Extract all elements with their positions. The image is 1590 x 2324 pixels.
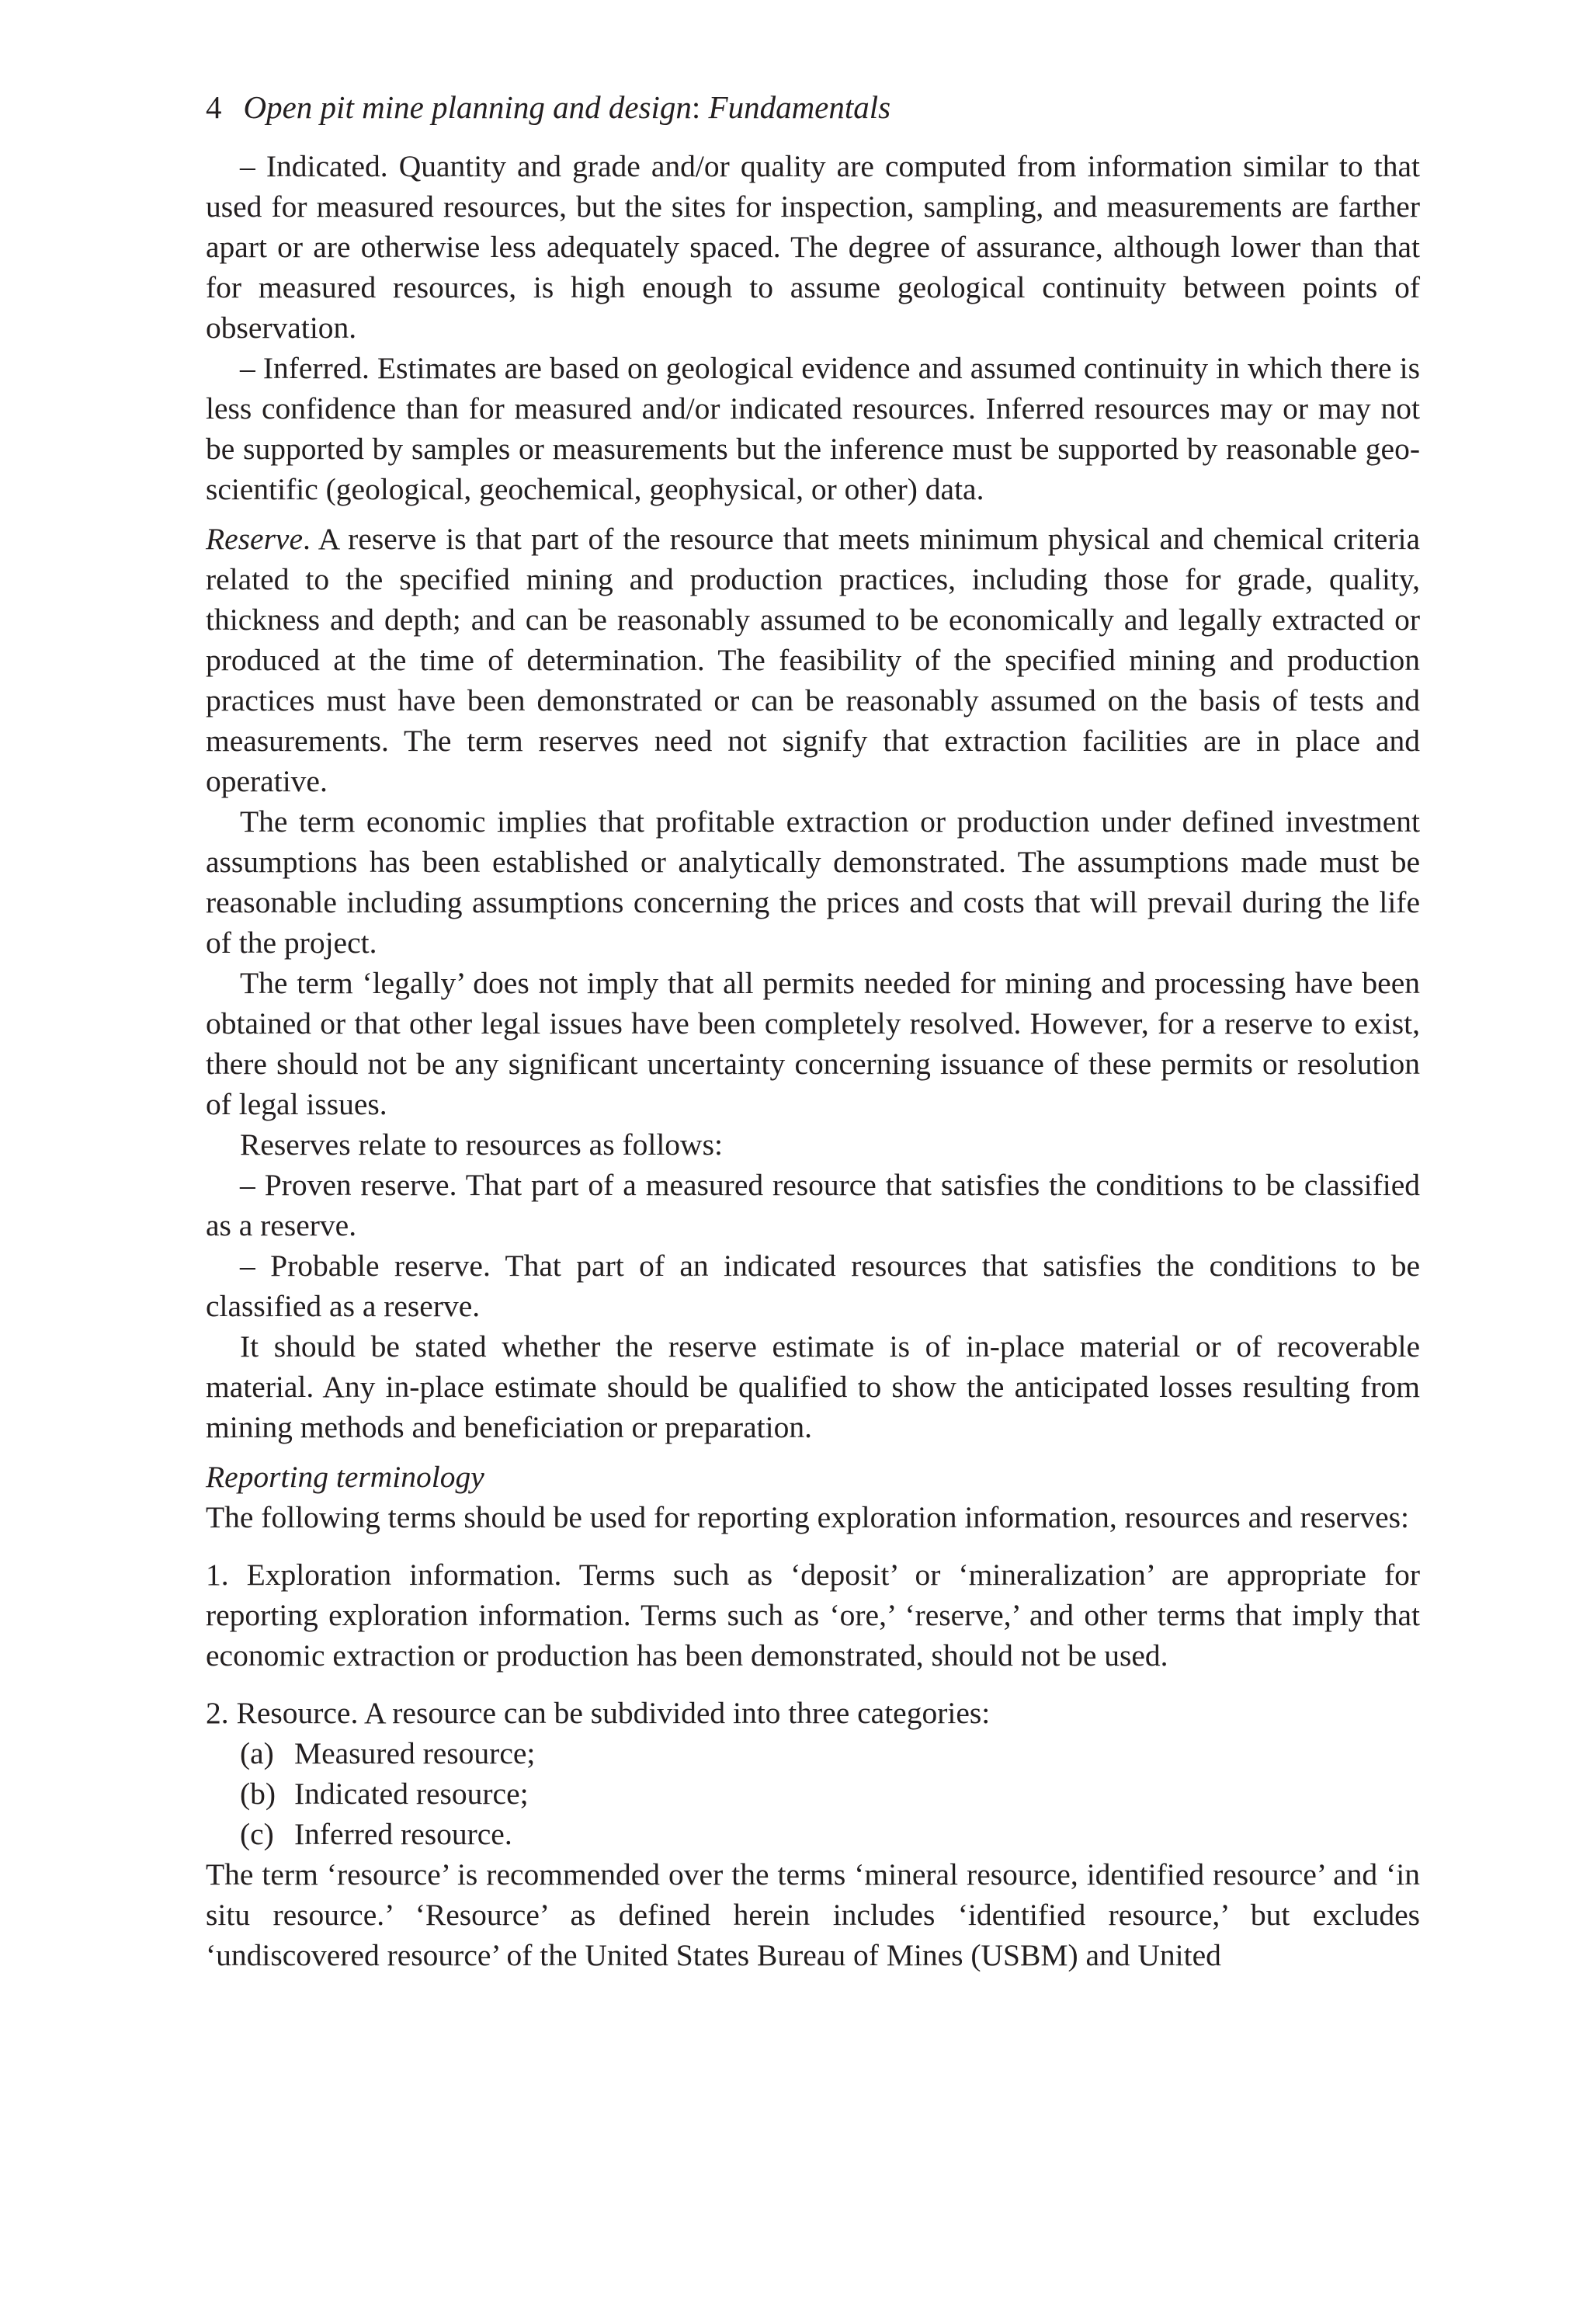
paragraph-resource-term: The term ‘resource’ is recommended over the terms ‘mineral resource, identified resource’ and ‘in situ resource.’ ‘Resource’ as defined herein includes ‘identified resource,’ but excludes ‘undiscovered resource’ of the United States Bureau of Mines (USBM) and United xyxy=(206,1857,1420,1972)
book-title-main: Open pit mine planning and design xyxy=(243,89,692,125)
list-item-text: Inferred resource. xyxy=(294,1817,512,1851)
list-item xyxy=(206,1773,1420,1814)
paragraph-reserves-relate: Reserves relate to resources as follows: xyxy=(240,1127,723,1162)
paragraph-in-place: It should be stated whether the reserve estimate is of in-place material or of recoverable material. Any in-place estimate should be qualified to show the anticipated losses resulting from mining methods and beneficiation or preparation. xyxy=(206,1329,1420,1444)
paragraph-economic: The term economic implies that profitable extraction or production under defined investment assumptions has been established or analytically demonstrated. The assumptions made must be reasonable including assumptions concerning the prices and costs that will prevail during the life of the project. xyxy=(206,804,1420,960)
list-marker: (b) xyxy=(240,1777,276,1811)
paragraph-reporting-intro: The following terms should be used for reporting exploration information, resources and reserves: xyxy=(206,1500,1409,1534)
book-title xyxy=(244,89,891,125)
paragraph-reserve-definition xyxy=(206,519,1420,801)
book-title-colon: : xyxy=(691,89,701,125)
reserve-term: Reserve xyxy=(206,522,303,556)
page-number: 4 xyxy=(206,89,222,125)
list-item-exploration-information: 1. Exploration information. Terms such as ‘deposit’ or ‘mineralization’ are appropriate for reporting exploration information. Terms such as ‘ore,’ ‘reserve,’ and other terms that imply that economic extraction or production has been demonstrated, should not be used. xyxy=(206,1558,1420,1673)
paragraph-probable-reserve: – Probable reserve. That part of an indicated resources that satisfies the conditions to be classified as a reserve. xyxy=(206,1249,1420,1323)
page-content xyxy=(206,87,1420,1975)
list-item xyxy=(206,1814,1420,1854)
list-item-resource: 2. Resource. A resource can be subdivided into three categories: xyxy=(206,1696,991,1730)
book-title-subtitle: Fundamentals xyxy=(700,89,891,125)
list-marker: (a) xyxy=(240,1736,274,1770)
resource-categories-list xyxy=(206,1733,1420,1854)
list-marker: (c) xyxy=(240,1817,274,1851)
reporting-terminology-heading: Reporting terminology xyxy=(206,1460,484,1494)
paragraph-legally: The term ‘legally’ does not imply that all permits needed for mining and processing have been obtained or that other legal issues have been completely resolved. However, for a reserve to exist, there should not be any significant uncertainty concerning issuance of these permits or resolution of legal issues. xyxy=(206,966,1420,1121)
paragraph-inferred: – Inferred. Estimates are based on geological evidence and assumed continuity in which there is less confidence than for measured and/or indicated resources. Inferred resources may or may not be supported by samples or measurements but the inference must be supported by reasonable geo-scientific (geological, geochemical, geophysical, or other) data. xyxy=(206,351,1420,506)
list-item-text: Measured resource; xyxy=(294,1736,536,1770)
running-header xyxy=(206,87,1420,127)
paragraph-proven-reserve: – Proven reserve. That part of a measured resource that satisfies the conditions to be classified as a reserve. xyxy=(206,1168,1420,1242)
list-item-text: Indicated resource; xyxy=(294,1777,529,1811)
reserve-definition-text: . A reserve is that part of the resource that meets minimum physical and chemical criteria related to the specified mining and production practices, including those for grade, quality, thickness and depth; and can be reasonably assumed to be economically and legally extracted or produced at the time of determination. The feasibility of the specified mining and production practices must have been demonstrated or can be reasonably assumed on the basis of tests and measurements. The term reserves need not signify that extraction facilities are in place and operative. xyxy=(206,522,1420,798)
list-item xyxy=(206,1733,1420,1773)
paragraph-indicated: – Indicated. Quantity and grade and/or quality are computed from information similar to that used for measured resources, but the sites for inspection, sampling, and measurements are farther apart or are otherwise less adequately spaced. The degree of assurance, although lower than that for measured resources, is high enough to assume geological continuity between points of observation. xyxy=(206,149,1420,345)
